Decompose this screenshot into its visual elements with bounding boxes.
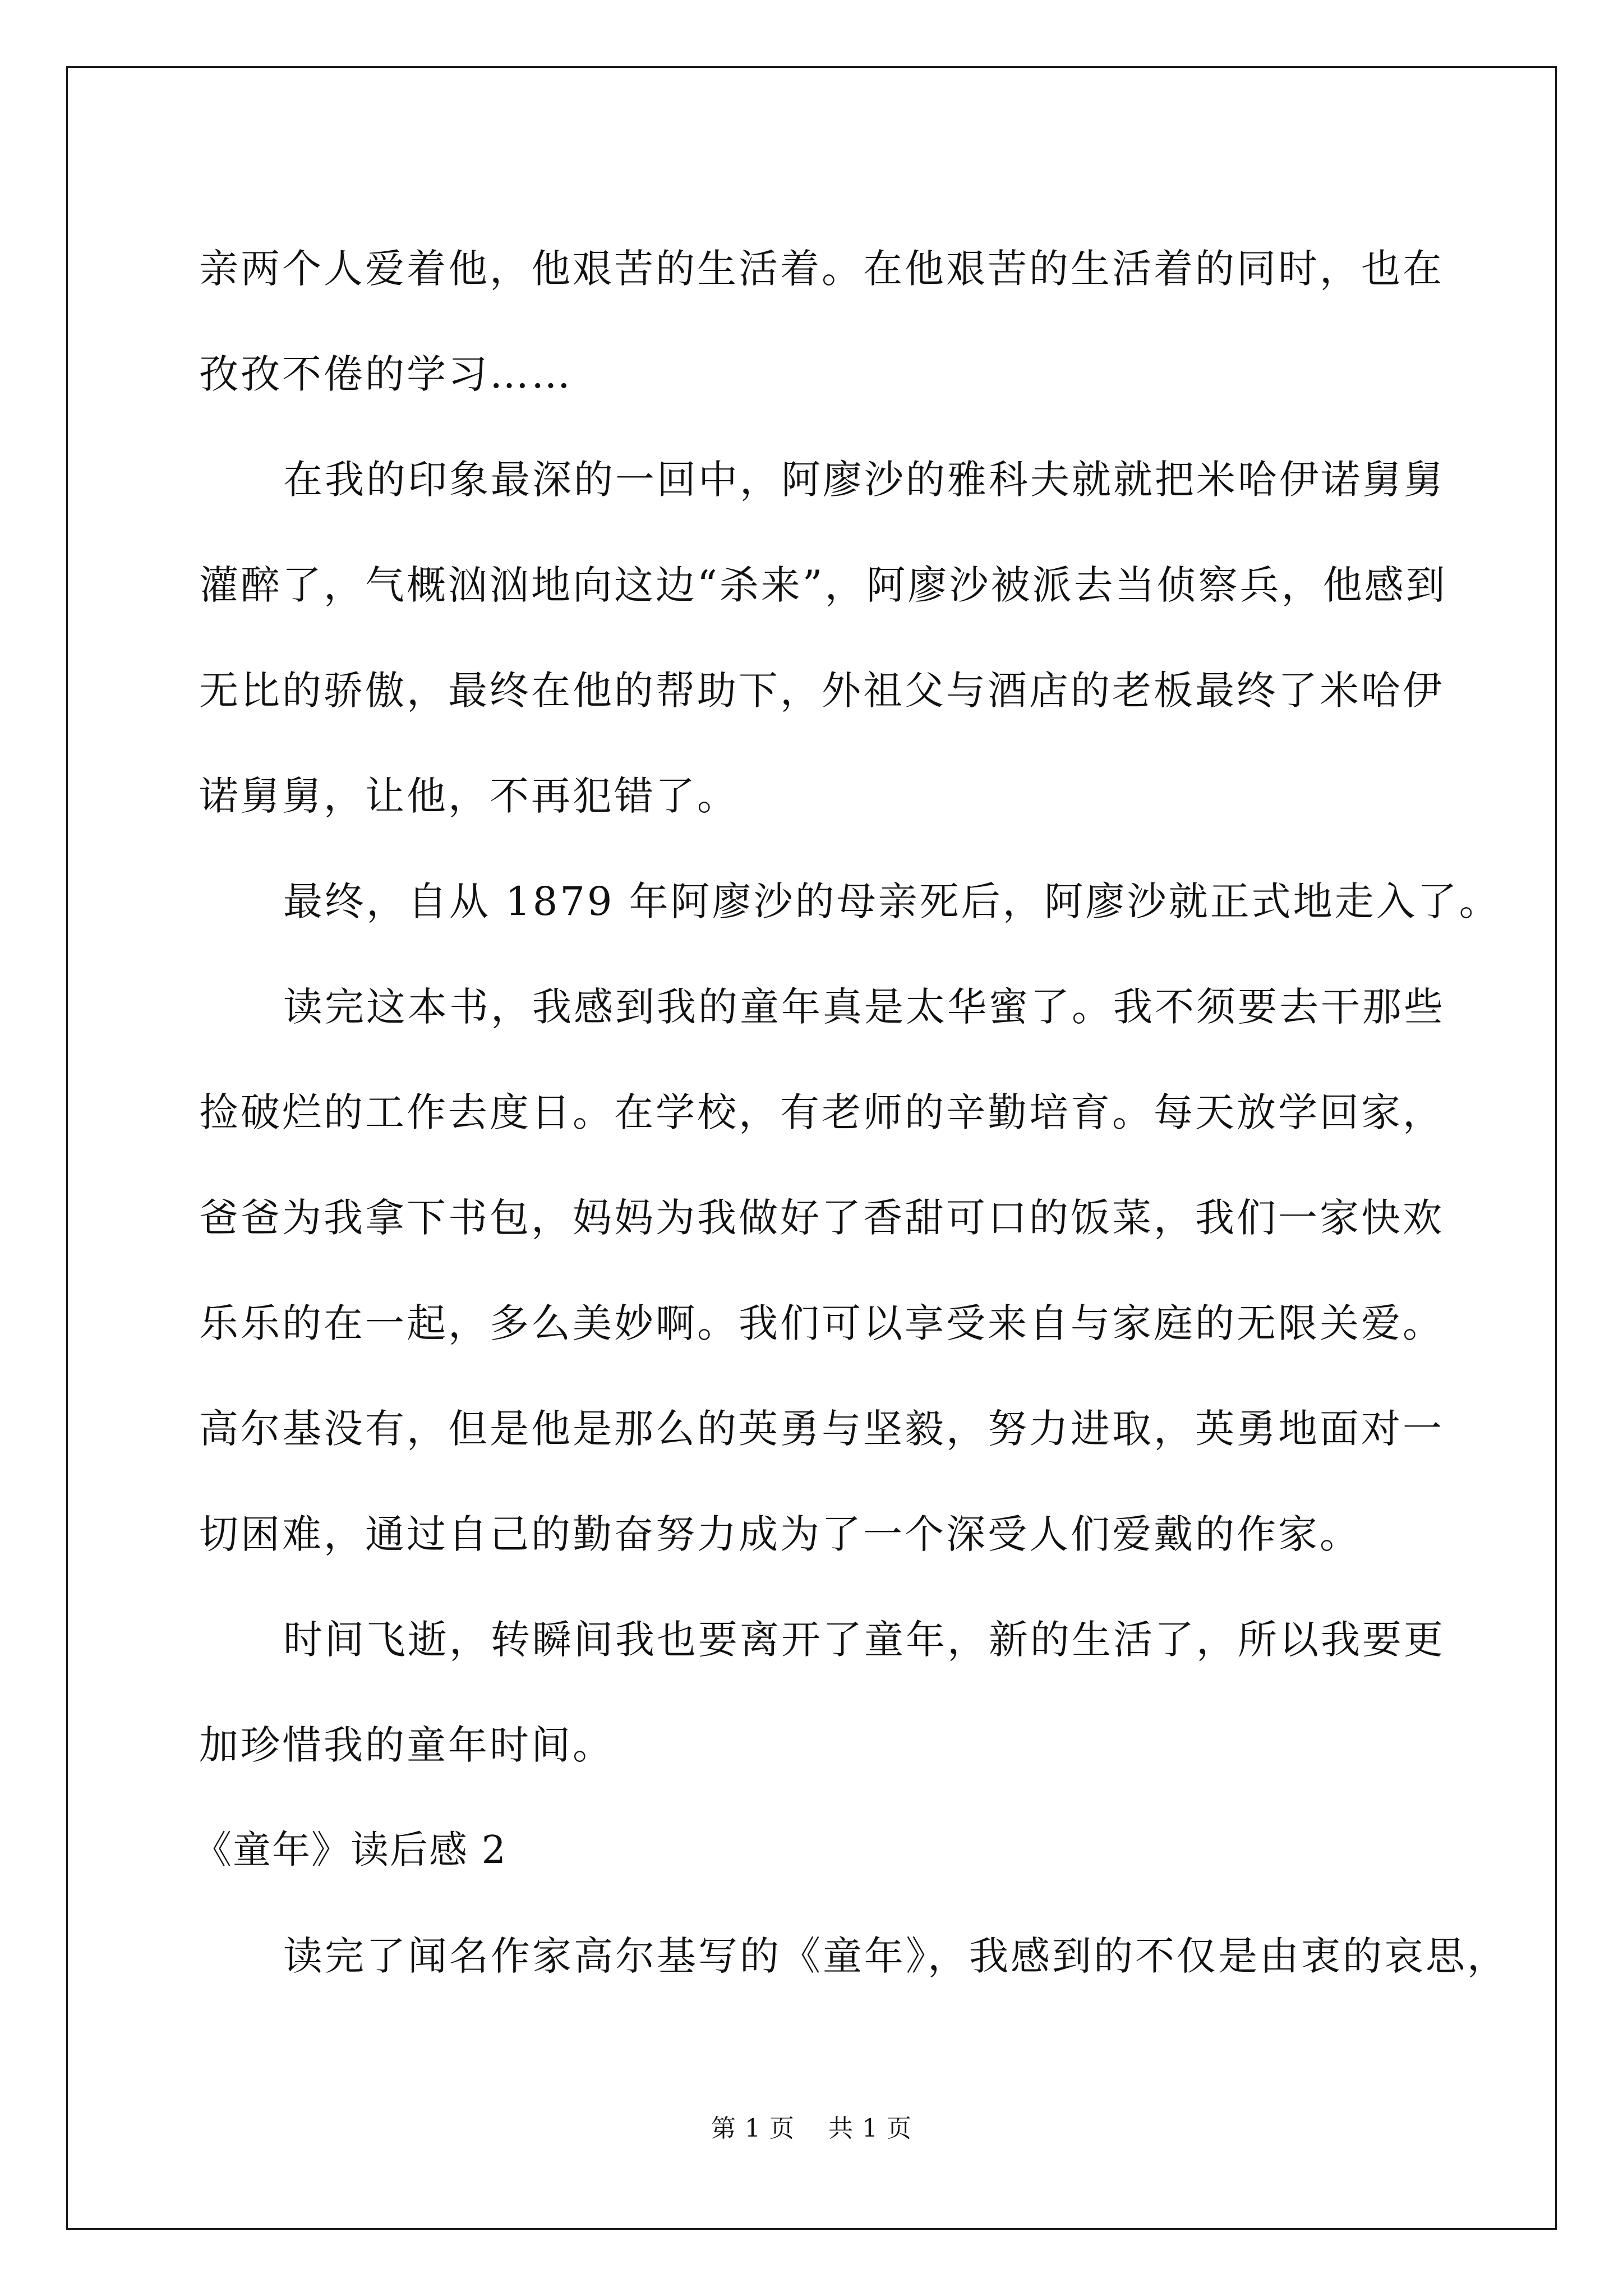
paragraph-start: 在我的印象最深的一回中，阿廖沙的雅科夫就就把米哈伊诺舅舅 bbox=[283, 457, 1445, 503]
section-heading: 《童年》读后感 2 bbox=[193, 1828, 507, 1872]
text-line: 诺舅舅，让他，不再犯错了。 bbox=[199, 773, 739, 819]
document-body bbox=[193, 216, 1509, 2009]
paragraph-start: 时间飞逝，转瞬间我也要离开了童年，新的生活了，所以我要更 bbox=[283, 1617, 1445, 1663]
text-line: 灌醉了，气概汹汹地向这边“杀来”，阿廖沙被派去当侦察兵，他感到 bbox=[199, 562, 1447, 608]
text-line: 亲两个人爱着他，他艰苦的生活着。在他艰苦的生活着的同时，也在 bbox=[199, 246, 1444, 292]
text-line: 孜孜不倦的学习…… bbox=[199, 351, 573, 397]
text-line: 加珍惜我的童年时间。 bbox=[199, 1722, 614, 1768]
page-total: 共 1 页 bbox=[828, 2114, 912, 2143]
text-line: 无比的骄傲，最终在他的帮助下，外祖父与酒店的老板最终了米哈伊 bbox=[199, 668, 1444, 714]
page-footer bbox=[0, 2112, 1623, 2146]
text-line: 捡破烂的工作去度日。在学校，有老师的辛勤培育。每天放学回家， bbox=[199, 1089, 1444, 1135]
paragraph-start: 最终，自从 1879 年阿廖沙的母亲死后，阿廖沙就正式地走入了。 bbox=[283, 878, 1501, 924]
text-line: 切困难，通过自己的勤奋努力成为了一个深受人们爱戴的作家。 bbox=[199, 1511, 1361, 1557]
text-line: 乐乐的在一起，多么美妙啊。我们可以享受来自与家庭的无限关爱。 bbox=[199, 1300, 1444, 1346]
paragraph-start: 读完这本书，我感到我的童年真是太华蜜了。我不须要去干那些 bbox=[283, 984, 1445, 1030]
text-line: 高尔基没有，但是他是那么的英勇与坚毅，努力进取，英勇地面对一 bbox=[199, 1406, 1444, 1452]
paragraph-start: 读完了闻名作家高尔基写的《童年》，我感到的不仅是由衷的哀思， bbox=[283, 1933, 1509, 1979]
text-line: 爸爸为我拿下书包，妈妈为我做好了香甜可口的饭菜，我们一家快欢 bbox=[199, 1195, 1444, 1241]
page-number: 第 1 页 bbox=[711, 2114, 795, 2143]
